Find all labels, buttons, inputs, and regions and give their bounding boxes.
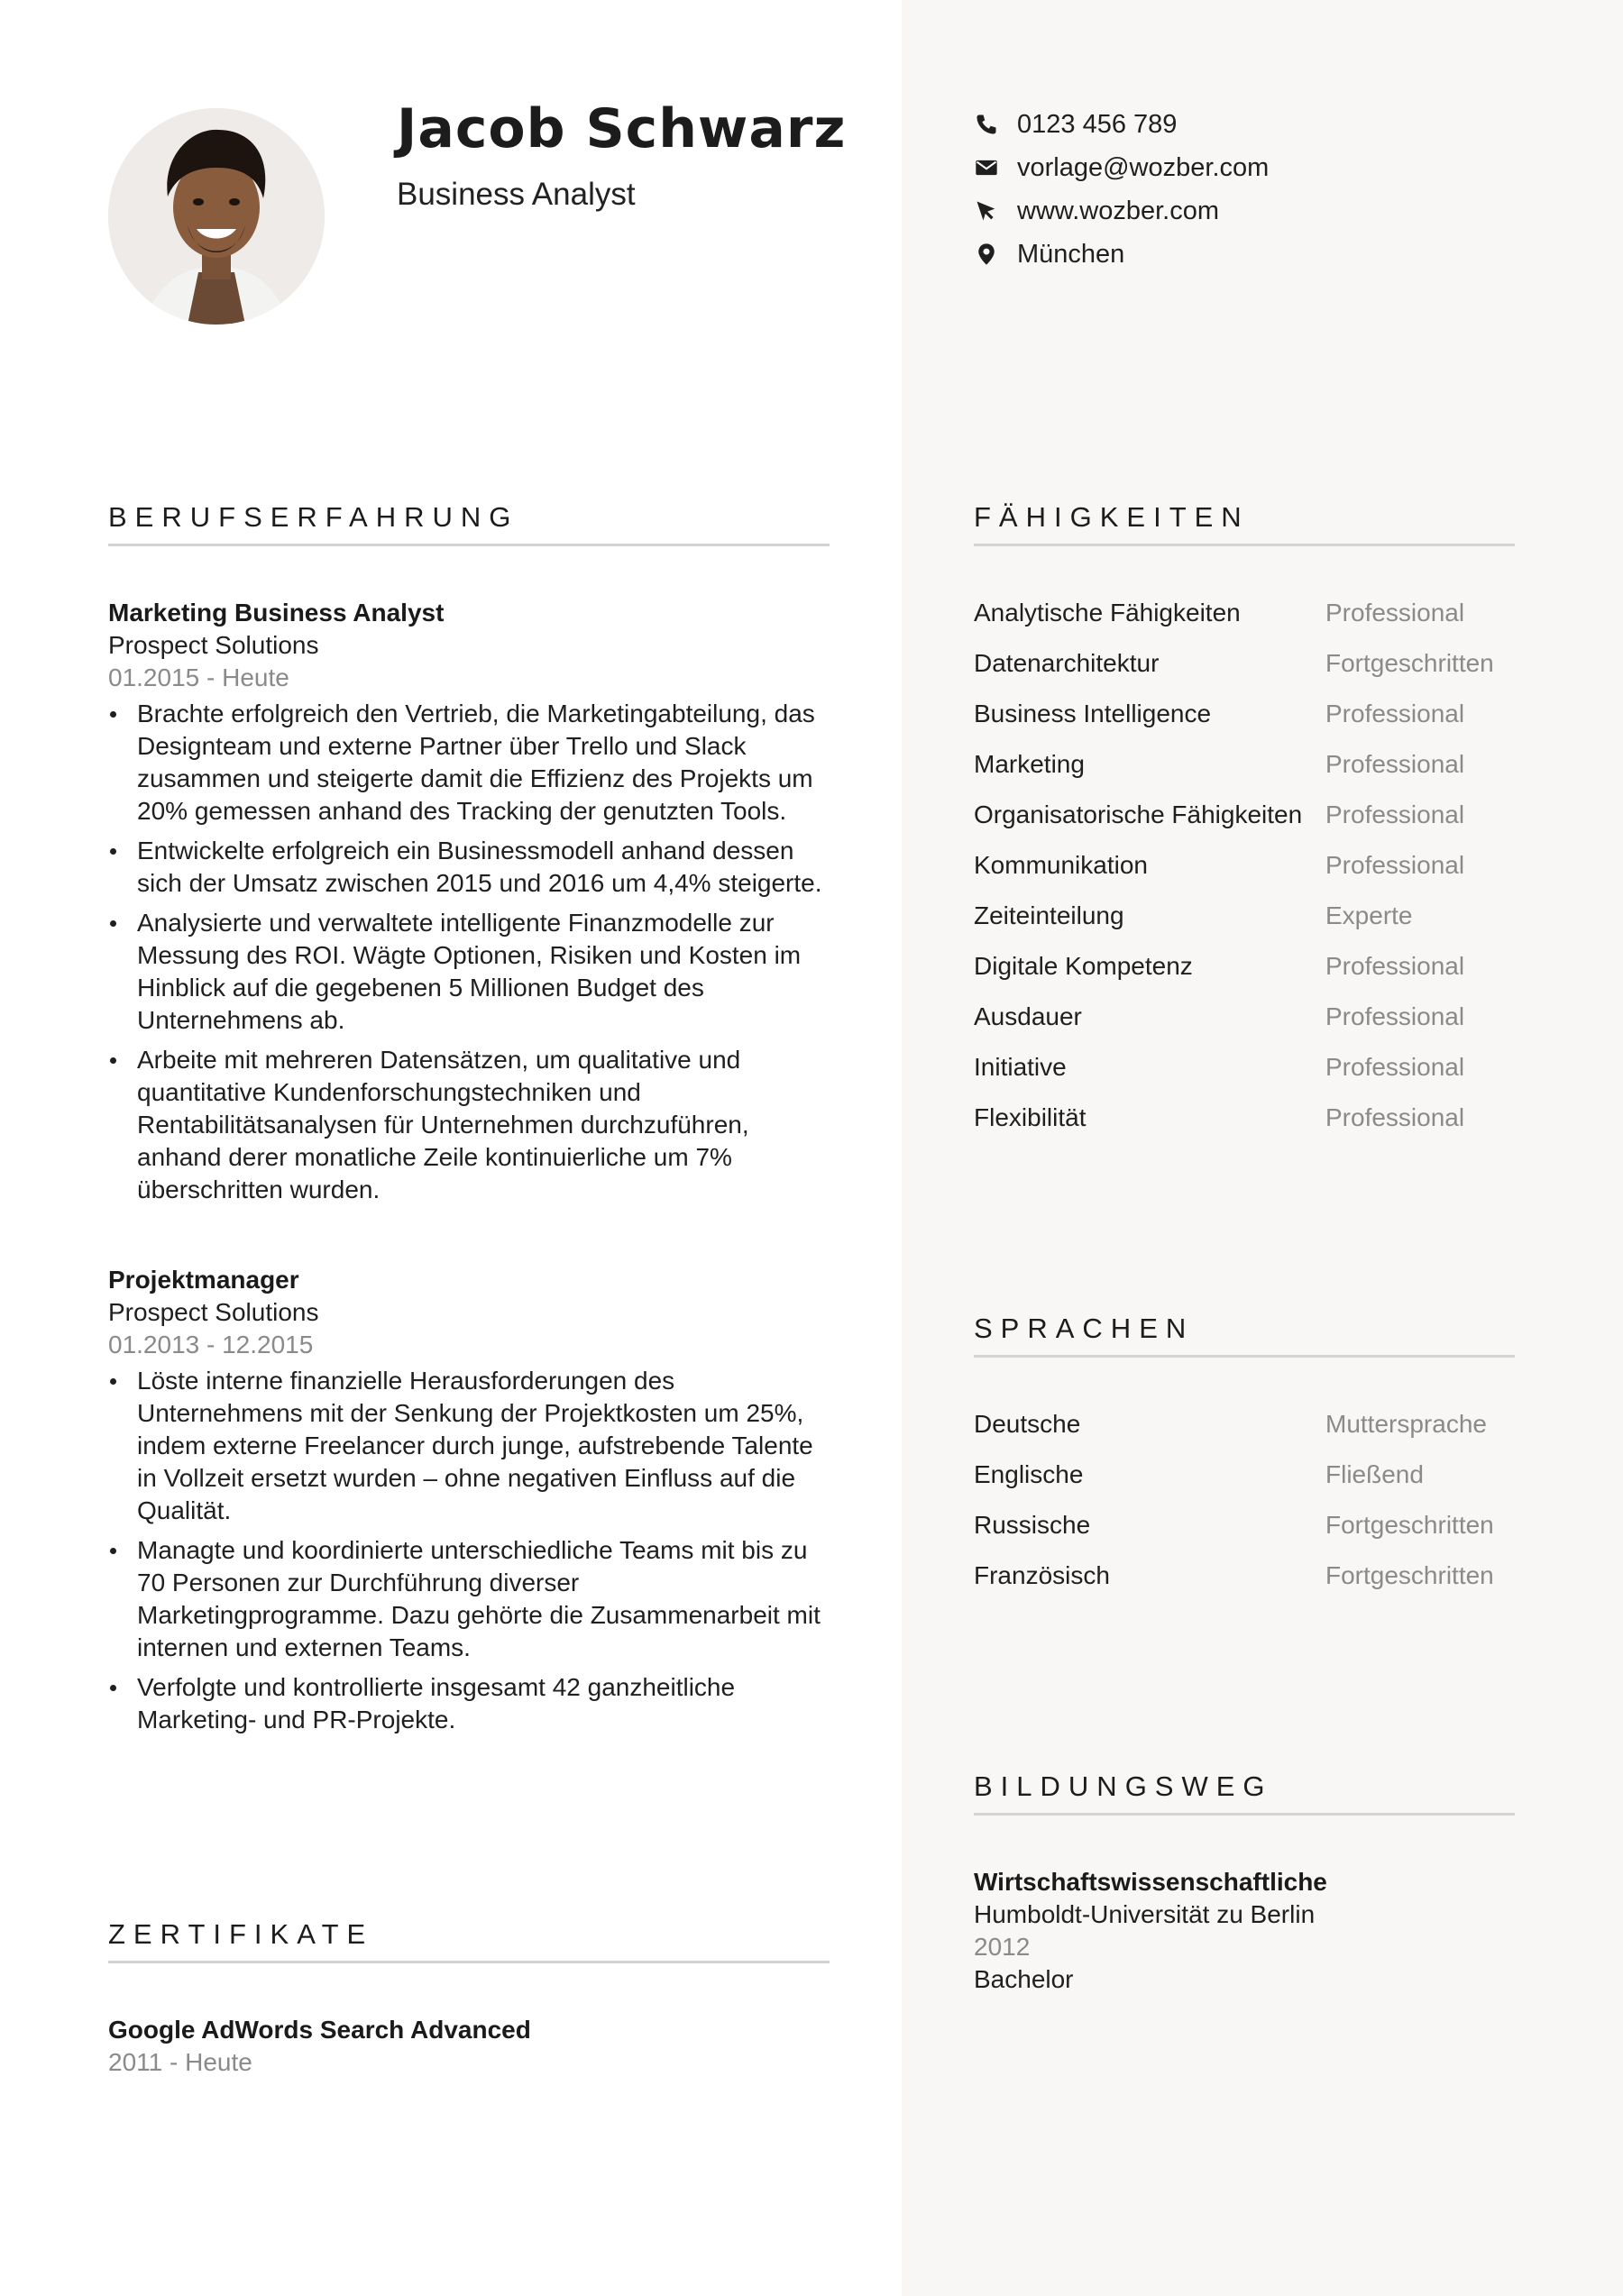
skill-name: Digitale Kompetenz — [974, 952, 1193, 980]
education-heading: BILDUNGSWEG — [974, 1770, 1273, 1802]
skill-row — [974, 689, 1551, 739]
profile-photo — [108, 108, 325, 325]
skill-row — [974, 739, 1551, 790]
certificates-heading: ZERTIFIKATE — [108, 1918, 374, 1950]
certificate-date: 2011 - Heute — [108, 2048, 252, 2076]
skill-level: Experte — [1325, 901, 1413, 929]
skill-name: Initiative — [974, 1053, 1067, 1081]
language-row — [974, 1399, 1551, 1450]
language-level: Fließend — [1325, 1460, 1424, 1488]
skill-name: Datenarchitektur — [974, 649, 1160, 677]
certificates-divider — [108, 1961, 830, 1963]
contact-phone — [974, 103, 1269, 146]
contact-location — [974, 233, 1269, 276]
experience-divider — [108, 544, 830, 546]
job-bullet: Brachte erfolgreich den Vertrieb, die Marketingabteilung, das Designteam und externe Partner über Trello und Slack zusammen und steigerte damit die Effizienz des Projekts um 20% gemessen anhand des Tracking der genutzten Tools. — [137, 698, 830, 828]
skill-row — [974, 992, 1551, 1042]
education-school: Humboldt-Universität zu Berlin — [974, 1900, 1316, 1928]
portrait-image — [108, 108, 325, 325]
education-entry — [974, 1866, 1327, 1996]
skill-row — [974, 1093, 1551, 1143]
job-entry — [108, 597, 830, 1206]
education-level: Bachelor — [974, 1965, 1074, 1993]
job-company: Prospect Solutions — [108, 1298, 319, 1326]
experience-list — [108, 597, 830, 1213]
skill-row — [974, 941, 1551, 992]
contact-location-text: München — [1017, 239, 1125, 269]
skill-name: Flexibilität — [974, 1103, 1087, 1131]
languages-list — [974, 1399, 1551, 1601]
language-row — [974, 1450, 1551, 1500]
mail-icon — [974, 155, 999, 180]
skill-name: Ausdauer — [974, 1002, 1082, 1030]
skill-level: Fortgeschritten — [1325, 649, 1494, 677]
job-bullet: Arbeite mit mehreren Datensätzen, um qualitative und quantitative Kundenforschungstechniken und Rentabilitätsanalysen für Unternehmen durchzuführen, anhand derer monatliche Zeile kontinuierliche um 7% überschritten wurden. — [137, 1044, 830, 1206]
job-bullets — [108, 1365, 830, 1736]
skill-name: Marketing — [974, 750, 1085, 778]
skill-row — [974, 588, 1551, 638]
contact-email — [974, 146, 1269, 189]
job-bullet: Löste interne finanzielle Herausforderungen des Unternehmens mit der Senkung der Projektkosten um 25%, indem externe Freelancer durch junge, aufstrebende Talente in Vollzeit ersetzt wurden – ohne negativen Einfluss auf die Qualität. — [137, 1365, 830, 1527]
skill-row — [974, 638, 1551, 689]
skill-row — [974, 1042, 1551, 1093]
language-name: Englische — [974, 1460, 1084, 1488]
languages-divider — [974, 1355, 1515, 1358]
languages-heading: SPRACHEN — [974, 1313, 1195, 1344]
candidate-name: Jacob Schwarz — [397, 97, 847, 160]
language-level: Fortgeschritten — [1325, 1561, 1494, 1589]
skills-list — [974, 588, 1551, 1143]
skill-name: Kommunikation — [974, 851, 1148, 879]
skill-row — [974, 891, 1551, 941]
skill-level: Professional — [1325, 800, 1465, 828]
education-year: 2012 — [974, 1933, 1031, 1961]
job-company: Prospect Solutions — [108, 631, 319, 659]
skill-level: Professional — [1325, 700, 1465, 727]
certificate-entry — [108, 2014, 531, 2079]
skill-level: Professional — [1325, 1053, 1465, 1081]
skill-name: Organisatorische Fähigkeiten — [974, 800, 1303, 828]
job-title: Marketing Business Analyst — [108, 599, 445, 627]
job-date: 01.2013 - 12.2015 — [108, 1331, 314, 1358]
language-name: Russische — [974, 1511, 1091, 1539]
skill-name: Business Intelligence — [974, 700, 1212, 727]
job-bullet: Managte und koordinierte unterschiedliche Teams mit bis zu 70 Personen zur Durchführung diverser Marketingprogramme. Dazu gehörte die Zusammenarbeit mit internen und externen Teams. — [137, 1534, 830, 1664]
language-name: Französisch — [974, 1561, 1110, 1589]
location-pin-icon — [974, 242, 999, 267]
skill-name: Zeiteinteilung — [974, 901, 1124, 929]
job-bullets — [108, 698, 830, 1206]
skill-row — [974, 790, 1551, 840]
language-name: Deutsche — [974, 1410, 1081, 1438]
job-title: Projektmanager — [108, 1266, 299, 1294]
skill-level: Professional — [1325, 750, 1465, 778]
job-bullet: Verfolgte und kontrollierte insgesamt 42 ganzheitliche Marketing- und PR-Projekte. — [137, 1671, 830, 1736]
job-entry — [108, 1264, 830, 1736]
phone-icon — [974, 112, 999, 137]
contact-email-text: vorlage@wozber.com — [1017, 152, 1270, 182]
contact-list — [974, 103, 1269, 276]
education-divider — [974, 1813, 1515, 1816]
job-bullet: Analysierte und verwaltete intelligente Finanzmodelle zur Messung des ROI. Wägte Optionen, Risiken und Kosten im Hinblick auf die gegebenen 5 Millionen Budget des Unternehmens ab. — [137, 907, 830, 1037]
skill-level: Professional — [1325, 952, 1465, 980]
skill-level: Professional — [1325, 1002, 1465, 1030]
experience-heading: BERUFSERFAHRUNG — [108, 501, 519, 533]
skill-name: Analytische Fähigkeiten — [974, 599, 1241, 627]
candidate-title: Business Analyst — [397, 177, 636, 212]
contact-website — [974, 189, 1269, 233]
skill-level: Professional — [1325, 599, 1465, 627]
skill-level: Professional — [1325, 1103, 1465, 1131]
education-degree: Wirtschaftswissenschaftliche — [974, 1868, 1327, 1896]
skill-level: Professional — [1325, 851, 1465, 879]
language-row — [974, 1500, 1551, 1550]
contact-phone-text: 0123 456 789 — [1017, 109, 1178, 139]
skills-divider — [974, 544, 1515, 546]
certificate-name: Google AdWords Search Advanced — [108, 2016, 531, 2044]
skill-row — [974, 840, 1551, 891]
skills-heading: FÄHIGKEITEN — [974, 501, 1250, 533]
job-date: 01.2015 - Heute — [108, 663, 289, 691]
job-bullet: Entwickelte erfolgreich ein Businessmodell anhand dessen sich der Umsatz zwischen 2015 und 2016 um 4,4% steigerte. — [137, 835, 830, 900]
language-row — [974, 1550, 1551, 1601]
language-level: Fortgeschritten — [1325, 1511, 1494, 1539]
language-level: Muttersprache — [1325, 1410, 1487, 1438]
cursor-icon — [974, 198, 999, 224]
contact-website-text: www.wozber.com — [1017, 196, 1220, 225]
experience-list-2 — [108, 1264, 830, 1743]
